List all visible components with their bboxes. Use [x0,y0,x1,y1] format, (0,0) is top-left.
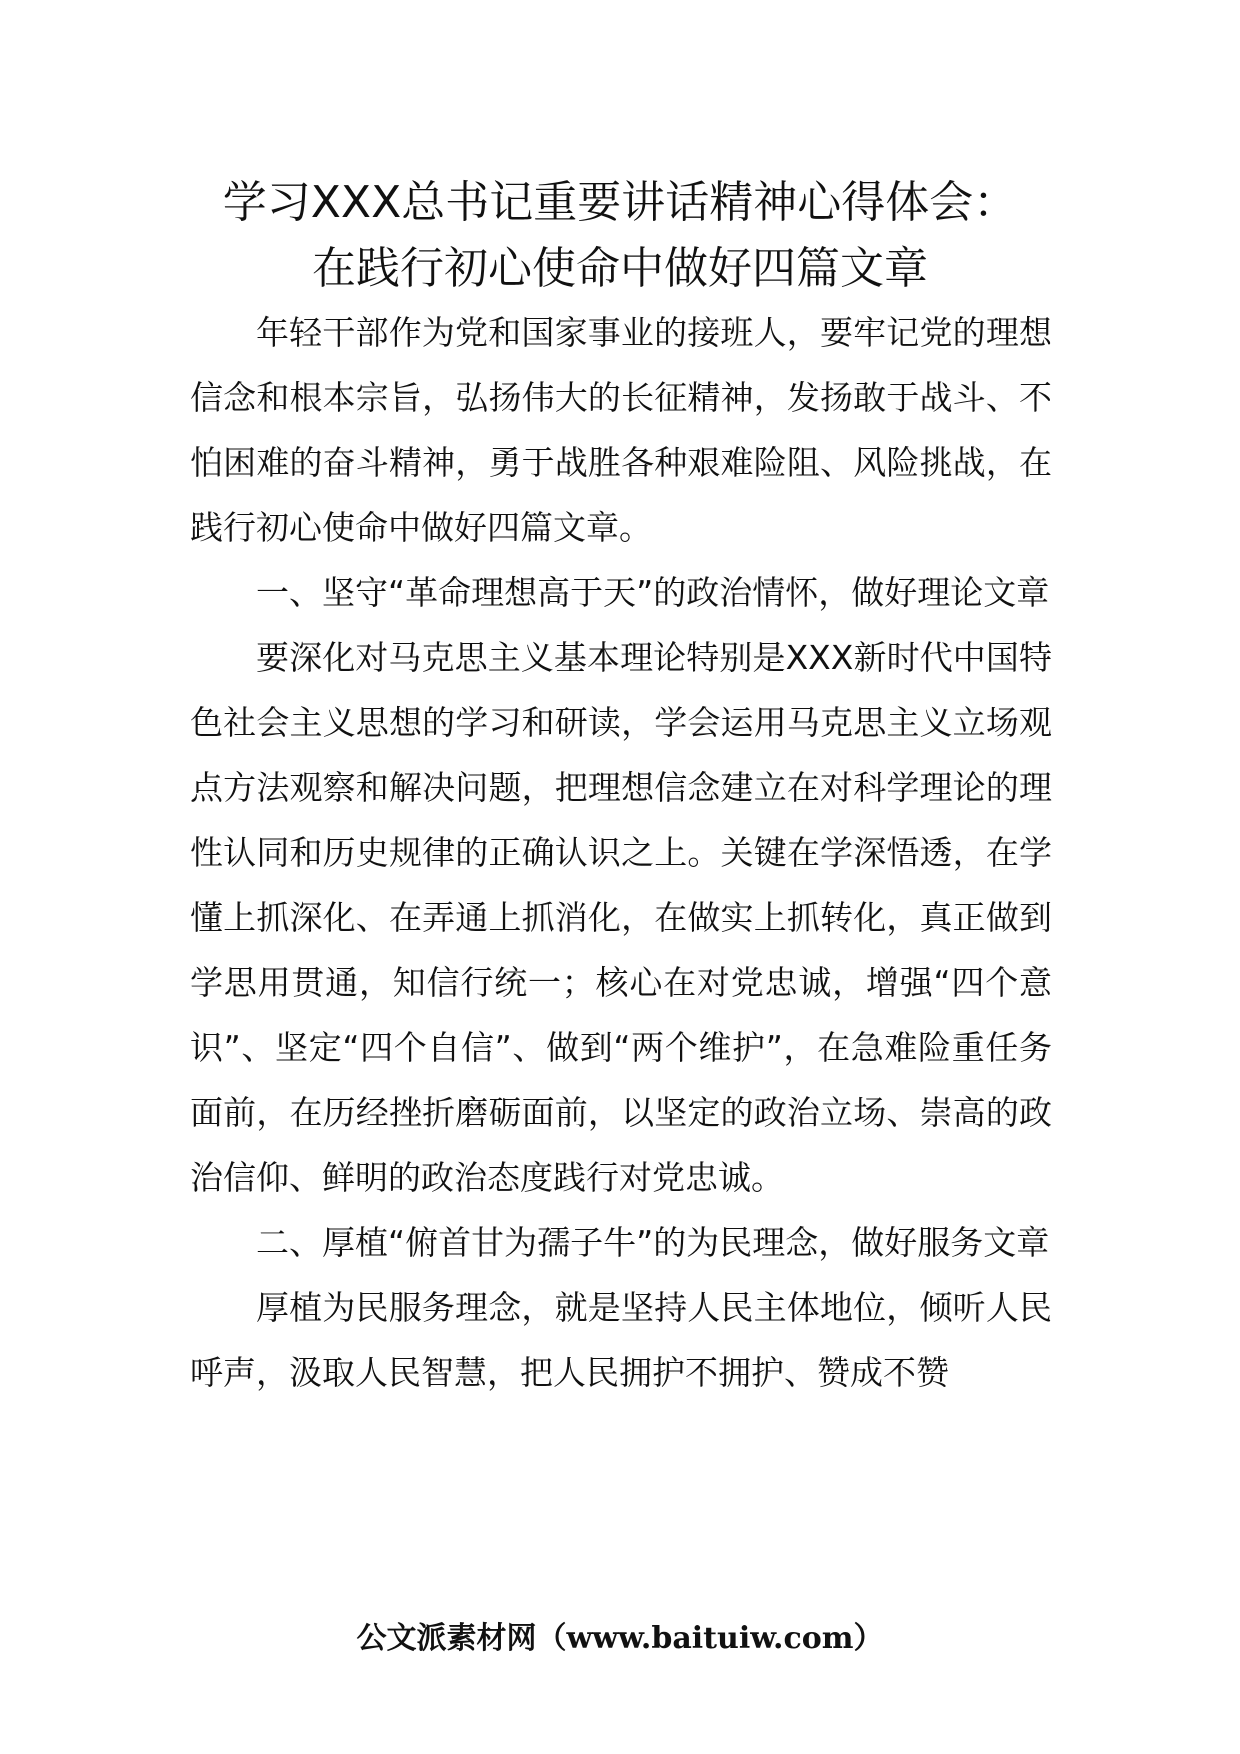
section-1-paragraph: 要深化对马克思主义基本理论特别是XXX新时代中国特色社会主义思想的学习和研读，学会运用马克思主义立场观点方法观察和解决问题，把理想信念建立在对科学理论的理性认同和历史规律的正确认识之上。关键在学深悟透，在学懂上抓深化、在弄通上抓消化，在做实上抓转化，真正做到学思用贯通，知信行统一；核心在对党忠诚，增强“四个意识”、坚定“四个自信”、做到“两个维护”，在急难险重任务面前，在历经挫折磨砺面前，以坚定的政治立场、崇高的政治信仰、鲜明的政治态度践行对党忠诚。 [190,638,1052,1197]
section-heading-2: 二、厚植“俯首甘为孺子牛”的为民理念，做好服务文章 [256,1223,1050,1262]
intro-paragraph: 年轻干部作为党和国家事业的接班人，要牢记党的理想信念和根本宗旨，弘扬伟大的长征精神，发扬敢于战斗、不怕困难的奋斗精神，勇于战胜各种艰难险阻、风险挑战，在践行初心使命中做好四篇文章。 [190,313,1052,547]
footer-watermark: 公文派素材网（www.baituiw.com） [356,1621,884,1656]
document-title-line-1: 学习XXX总书记重要讲话精神心得体会： [222,177,1018,228]
document-body [190,300,1052,1405]
document-title-line-2: 在践行初心使命中做好四篇文章 [312,243,928,294]
section-heading-1: 一、坚守“革命理想高于天”的政治情怀，做好理论文章 [256,573,1050,612]
section-2-paragraph: 厚植为民服务理念，就是坚持人民主体地位，倾听人民呼声，汲取人民智慧，把人民拥护不拥护、赞成不赞 [190,1288,1052,1392]
